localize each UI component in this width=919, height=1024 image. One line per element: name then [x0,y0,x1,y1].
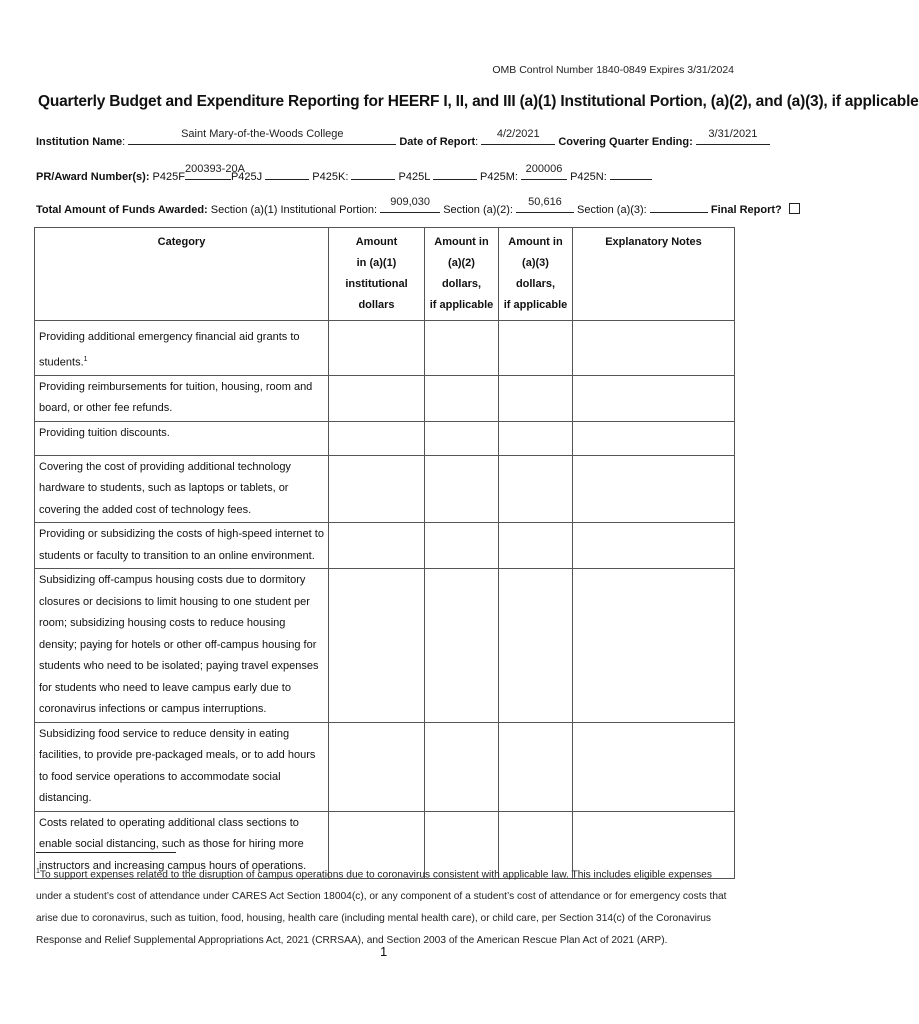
p425n-label: P425N: [570,171,607,183]
omb-control-number: OMB Control Number 1840-0849 Expires 3/31/2024 [492,64,734,76]
total-funds-label: Total Amount of Funds Awarded: [36,204,208,216]
header-a3-amount: Amount in (a)(3) dollars, if applicable [499,228,573,321]
p425k-label: P425K: [312,171,349,183]
table-row [35,375,735,421]
notes-cell[interactable] [573,455,735,523]
institution-label: Institution Name [36,136,123,148]
a3-label: Section (a)(3): [577,204,647,216]
p425m-field[interactable] [521,163,567,180]
p425m-value: 200006 [525,163,563,175]
pr-award-label: PR/Award Number(s): [36,171,150,183]
a2-label: Section (a)(2): [443,204,513,216]
institution-row: Institution Name: Saint Mary-of-the-Woods College Date of Report: 4/2/2021 Covering Quarter Ending: 3/31/2021 [36,133,770,148]
notes-cell[interactable] [573,421,735,455]
a2-amount-cell[interactable] [425,569,499,723]
header-a2-amount: Amount in (a)(2) dollars, if applicable [425,228,499,321]
p425f-value: 200393-20A [184,163,245,175]
award-number-row [36,163,652,183]
category-cell: Subsidizing off-campus housing costs due to dormitory closures or decisions to limit housing to one student per room; subsidizing housing costs to reduce housing density; paying for hotels or other off-campus housing for students who need to be isolated; paying travel expenses for students who need to leave campus early due to coronavirus infections or campus interruptions. [35,569,329,723]
p425m-label: P425M: [480,171,518,183]
a3-amount-cell[interactable] [499,321,573,376]
a2-field[interactable] [516,196,574,213]
institution-field[interactable] [128,128,396,145]
p425j-field[interactable] [265,168,309,180]
p425l-field[interactable] [433,168,477,180]
final-report-checkbox[interactable] [789,203,800,214]
category-cell: Costs related to operating additional class sections to enable social distancing, such as those for hiring more instructors and increasing campus hours of operations. [35,811,329,879]
footnote-text: To support expenses related to the disruption of campus operations due to coronavirus consistent with applicable law. This includes eligible expenses under a student’s cost of attendance under CARES Act Section 18004(c), or any component of a student’s cost of attendance or for emergency costs that arise due to coronavirus, such as tuition, food, housing, health care (including mental health care), or child care, per Section 314(c) of the Coronavirus Response and Relief Supplemental Appropriations Act, 2021 (CRRSAA), and Section 2003 of the American Rescue Plan Act of 2021 (ARP). [36,869,727,947]
page-number: 1 [380,944,388,959]
notes-cell[interactable] [573,722,735,811]
footnote-mark: 1 [36,868,40,875]
a2-amount-cell[interactable] [425,421,499,455]
category-cell: Subsidizing food service to reduce density in eating facilities, to provide pre-packaged meals, or to add hours to food service operations to accommodate social distancing. [35,722,329,811]
category-cell: Providing reimbursements for tuition, housing, room and board, or other fee refunds. [35,375,329,421]
date-label: Date of Report [399,136,476,148]
table-row [35,421,735,455]
a1-amount-cell[interactable] [329,455,425,523]
notes-cell[interactable] [573,569,735,723]
table-row [35,569,735,723]
a1-amount-cell[interactable] [329,321,425,376]
p425j-label: P425J [230,171,263,183]
institution-value: Saint Mary-of-the-Woods College [181,128,344,140]
a1-amount-cell[interactable] [329,569,425,723]
quarter-field[interactable] [696,128,770,145]
table-row [35,523,735,569]
p425n-field[interactable] [610,168,652,180]
form-title: Quarterly Budget and Expenditure Reporting for HEERF I, II, and III (a)(1) Institutional Portion, (a)(2), and (a)(3), if applicable [38,93,919,110]
notes-cell[interactable] [573,375,735,421]
date-field[interactable] [481,128,555,145]
a1-amount-cell[interactable] [329,421,425,455]
a2-amount-cell[interactable] [425,375,499,421]
a1-amount-cell[interactable] [329,722,425,811]
date-value: 4/2/2021 [496,128,540,140]
footnote [36,861,736,952]
category-cell: Providing additional emergency financial aid grants to students.$^1$ [35,321,329,376]
category-cell: Covering the cost of providing additional technology hardware to students, such as laptops or tablets, or covering the added cost of technology fees. [35,455,329,523]
table-row [35,321,735,376]
notes-cell[interactable] [573,523,735,569]
a2-amount-cell[interactable] [425,523,499,569]
p425f-label: P425F [152,171,185,183]
header-notes: Explanatory Notes [573,228,735,321]
notes-cell[interactable] [573,321,735,376]
expenditure-table [34,227,735,879]
a2-value: 50,616 [528,196,562,208]
a3-amount-cell[interactable] [499,375,573,421]
table-header-row [35,228,735,321]
p425k-field[interactable] [351,168,395,180]
a3-field[interactable] [650,201,708,213]
p425l-label: P425L [398,171,430,183]
quarter-label: Covering Quarter Ending: [558,136,693,148]
quarter-value: 3/31/2021 [708,128,758,140]
a2-amount-cell[interactable] [425,722,499,811]
final-report-label: Final Report? [710,204,782,216]
a3-amount-cell[interactable] [499,421,573,455]
a1-label: Section (a)(1) Institutional Portion: [210,204,378,216]
a1-field[interactable] [380,196,440,213]
total-funds-row [36,196,800,216]
a1-amount-cell[interactable] [329,375,425,421]
a2-amount-cell[interactable] [425,321,499,376]
a3-amount-cell[interactable] [499,722,573,811]
a3-amount-cell[interactable] [499,455,573,523]
category-cell: Providing tuition discounts. [35,421,329,455]
footnote-separator [36,852,176,853]
a1-amount-cell[interactable] [329,523,425,569]
a3-amount-cell[interactable] [499,569,573,723]
a1-value: 909,030 [390,196,431,208]
header-category: Category [35,228,329,321]
category-cell: Providing or subsidizing the costs of high-speed internet to students or faculty to transition to an online environment. [35,523,329,569]
header-a1-amount: Amount in (a)(1) institutional dollars [329,228,425,321]
table-row [35,455,735,523]
a2-amount-cell[interactable] [425,455,499,523]
table-row [35,722,735,811]
p425f-field[interactable] [184,163,245,180]
a3-amount-cell[interactable] [499,523,573,569]
